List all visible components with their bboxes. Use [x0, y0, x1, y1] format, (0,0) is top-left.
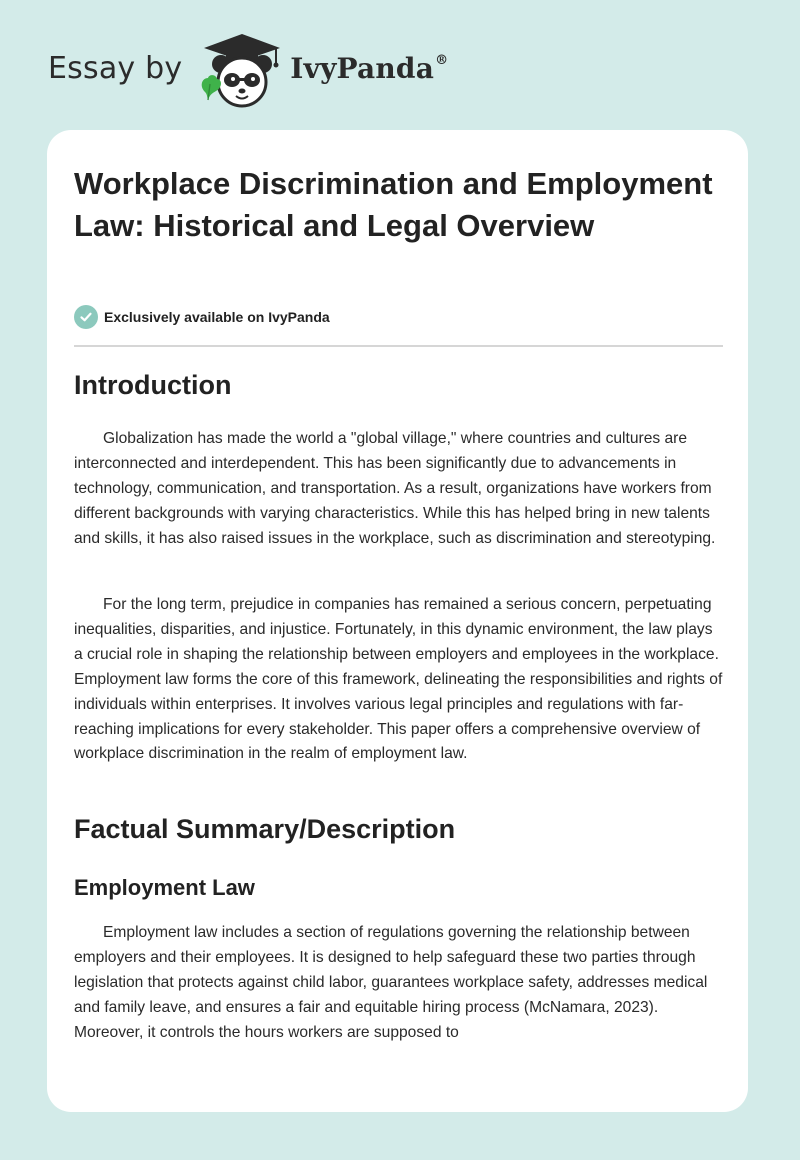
check-circle-icon [74, 305, 98, 329]
paragraph: Employment law includes a section of regulations governing the relationship between employers and their employees. It is designed to help safeguard these two parties through legislation that protects against child labor, guarantees workplace safety, addresses medical and family leave, and ensures a fair and equitable hiring process (McNamara, 2023). Moreover, it controls the hours workers are supposed to [74, 924, 708, 1041]
exclusive-badge [74, 305, 330, 329]
exclusive-label: Exclusively available on IvyPanda [104, 309, 330, 325]
essay-title: Workplace Discrimination and Employment Law: Historical and Legal Overview [74, 166, 713, 243]
paragraph: Globalization has made the world a "global village," where countries and cultures are interconnected and interdependent. This has been significantly due to advancements in technology, communication, and transportation. As a result, organizations have workers from different backgrounds with varying characteristics. While this has helped bring in new talents and skills, it has also raised issues in the workplace, such as discrimination and stereotyping. [74, 430, 716, 547]
panda-graduate-icon[interactable] [196, 30, 288, 110]
registered-mark: ® [435, 52, 449, 68]
brand-name[interactable]: IvyPanda® [290, 51, 449, 85]
paragraph: For the long term, prejudice in companies has remained a serious concern, perpetuating inequalities, disparities, and injustice. Fortunately, in this dynamic environment, the law plays a crucial role in shaping the relationship between employers and employees in the workplace. Employment law forms the core of this framework, delineating the responsibilities and rights of individuals within enterprises. It involves various legal principles and regulations with far-reaching implications for every stakeholder. This paper offers a comprehensive overview of workplace discrimination in the realm of employment law. [74, 596, 723, 763]
section-heading-introduction: Introduction [74, 370, 232, 400]
site-header [48, 30, 448, 110]
subheading-employment-law: Employment Law [74, 875, 255, 900]
essay-by-label: Essay by [48, 50, 183, 86]
section-heading-factual-summary: Factual Summary/Description [74, 814, 456, 844]
essay-card [47, 130, 748, 1112]
divider [74, 345, 723, 347]
